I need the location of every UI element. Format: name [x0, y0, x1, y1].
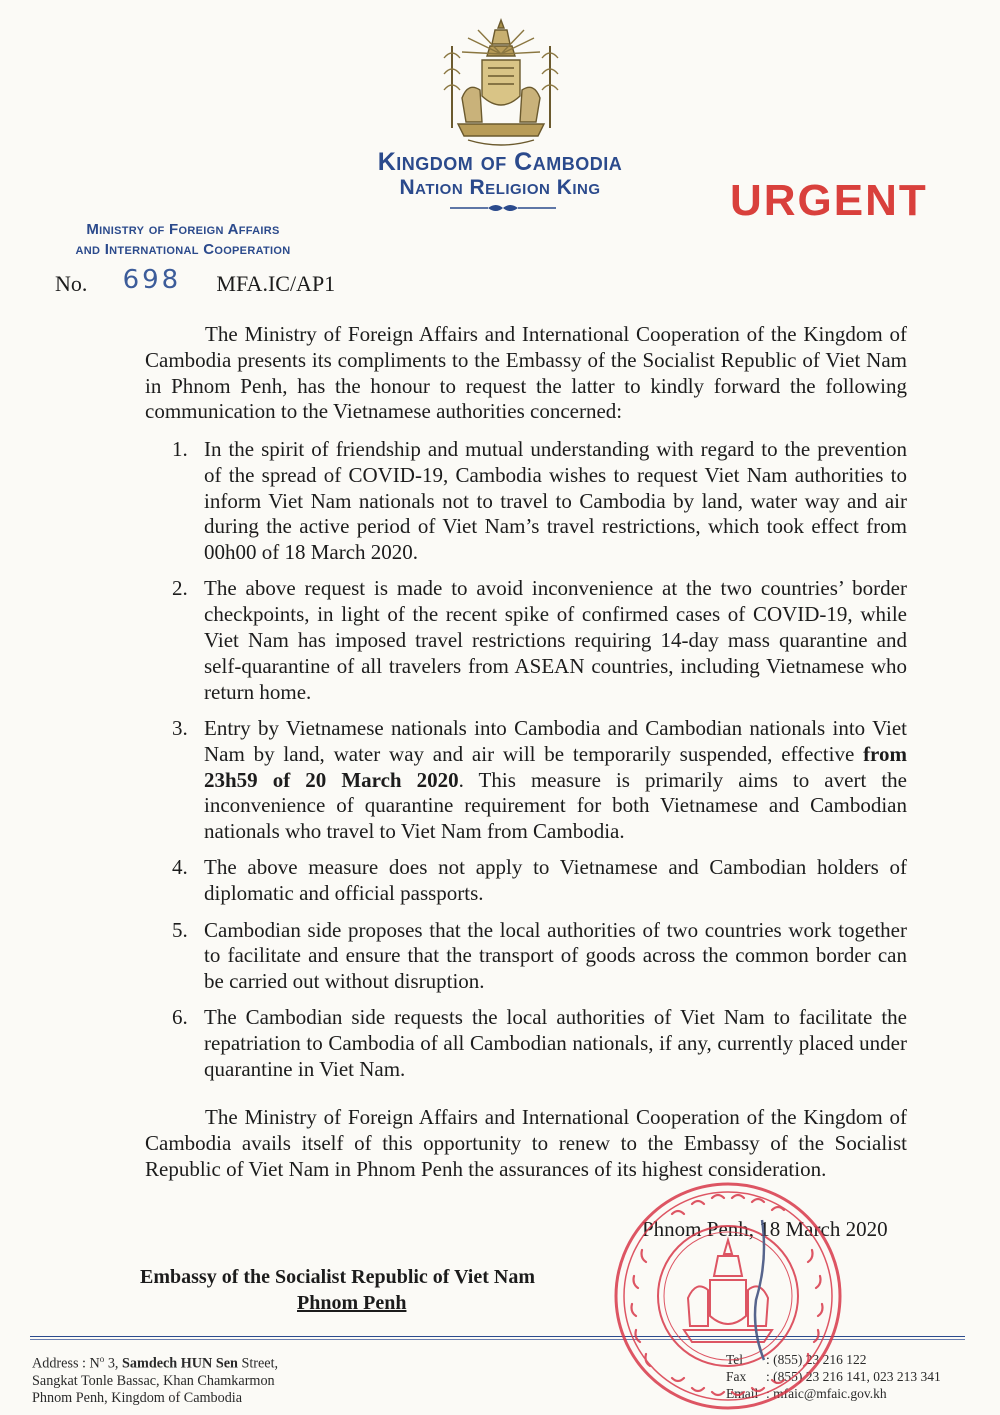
ministry-name-line2: and International Cooperation: [75, 241, 291, 258]
list-item: [172, 855, 907, 907]
reference-prefix: No.: [55, 271, 88, 296]
royal-coat-of-arms-icon: [438, 18, 564, 150]
email-line: Email : mfaic@mfaic.gov.kh: [726, 1386, 887, 1401]
place-and-date: Phnom Penh, 18 March 2020: [642, 1217, 888, 1241]
official-seal-icon: [612, 1180, 844, 1412]
item-number: 1.: [172, 437, 188, 461]
motto-heading: Nation Religion King: [399, 176, 601, 199]
address-line1: Address : $N^o$ 3, Samdech HUN Sen Street,: [32, 1354, 279, 1372]
reference-number: [55, 265, 336, 298]
item-text: The above measure does not apply to Vietnamese and Cambodian holders of diplomatic and official passports.: [204, 855, 907, 906]
item-text: Cambodian side proposes that the local authorities of two countries work together to facilitate and ensure that the transport of goods across the common border can be carried out without disruption.: [204, 917, 907, 994]
item-text-after: . This measure is primarily aims to avert the inconvenience of quarantine requirement for both Vietnamese and Cambodian nationals who travel to Viet Nam from Cambodia.: [204, 767, 907, 844]
reference-handwritten-number: 698: [122, 265, 182, 295]
footer-address: [32, 1351, 278, 1407]
address-line3: Phnom Penh, Kingdom of Cambodia: [32, 1389, 243, 1406]
list-item: [172, 576, 907, 705]
item-text-before: Entry by Vietnamese nationals into Cambodia and Cambodian nationals into Viet Nam by land, water way and air will be temporarily suspended, effective: [204, 715, 907, 766]
address-line2: Sangkat Tonle Bassac, Khan Chamkarmon: [32, 1372, 275, 1389]
item-number: 5.: [172, 917, 188, 942]
ministry-name-line1: Ministry of Foreign Affairs: [86, 221, 280, 238]
numbered-request-list: [172, 437, 907, 1093]
list-item: [172, 918, 907, 995]
item-text: The Cambodian side requests the local authorities of Viet Nam to facilitate the repatriation to Cambodia of all Cambodian nationals, if any, currently placed under quarantine in Viet Nam.: [204, 1005, 907, 1082]
ornament-divider-icon: [448, 202, 558, 214]
reference-code: MFA.IC/AP1: [216, 271, 336, 296]
item-number: 4.: [172, 855, 188, 880]
item-text: In the spirit of friendship and mutual understanding with regard to the prevention of the spread of COVID-19, Cambodia wishes to request Viet Nam authorities to inform Viet Nam nationals not to travel to Cambodia by land, water way and air during the active period of Viet Nam’s travel restrictions, which took effect from 00h00 of 18 March 2020.: [204, 437, 907, 565]
addressee-line1: Embassy of the Socialist Republic of Viet Nam: [140, 1266, 535, 1288]
item-text: The above request is made to avoid inconvenience at the two countries’ border checkpoints, in light of the recent spike of confirmed cases of COVID-19, while Viet Nam has imposed travel restrictions requiring 14-day mass quarantine and self-quarantine of all travelers from ASEAN countries, including Vietnamese who return home.: [204, 576, 907, 704]
list-item: [172, 716, 907, 845]
addressee-line2: Phnom Penh: [297, 1292, 407, 1314]
list-item: [172, 437, 907, 566]
list-item: [172, 1005, 907, 1082]
item-number: 2.: [172, 576, 188, 601]
kingdom-heading: Kingdom of Cambodia: [377, 148, 623, 176]
item-number: 6.: [172, 1005, 188, 1030]
intro-paragraph: The Ministry of Foreign Affairs and International Cooperation of the Kingdom of Cambodia presents its compliments to the Embassy of the Socialist Republic of Viet Nam in Phnom Penh, has the honour to request the latter to kindly forward the following communication to the Vietnamese authorities concerned:: [145, 322, 907, 424]
urgent-stamp: URGENT: [730, 176, 928, 225]
item-text-bold: from 23h59 of 20 March 2020: [204, 741, 907, 792]
fax-line: Fax : (855) 23 216 141, 023 213 341: [726, 1369, 941, 1384]
tel-line: Tel : (855) 23 216 122: [726, 1352, 867, 1367]
item-number: 3.: [172, 715, 188, 740]
closing-paragraph: The Ministry of Foreign Affairs and International Cooperation of the Kingdom of Cambodia avails itself of this opportunity to renew to the Embassy of the Socialist Republic of Viet Nam in Phnom Penh the assurances of its highest consideration.: [145, 1105, 907, 1181]
